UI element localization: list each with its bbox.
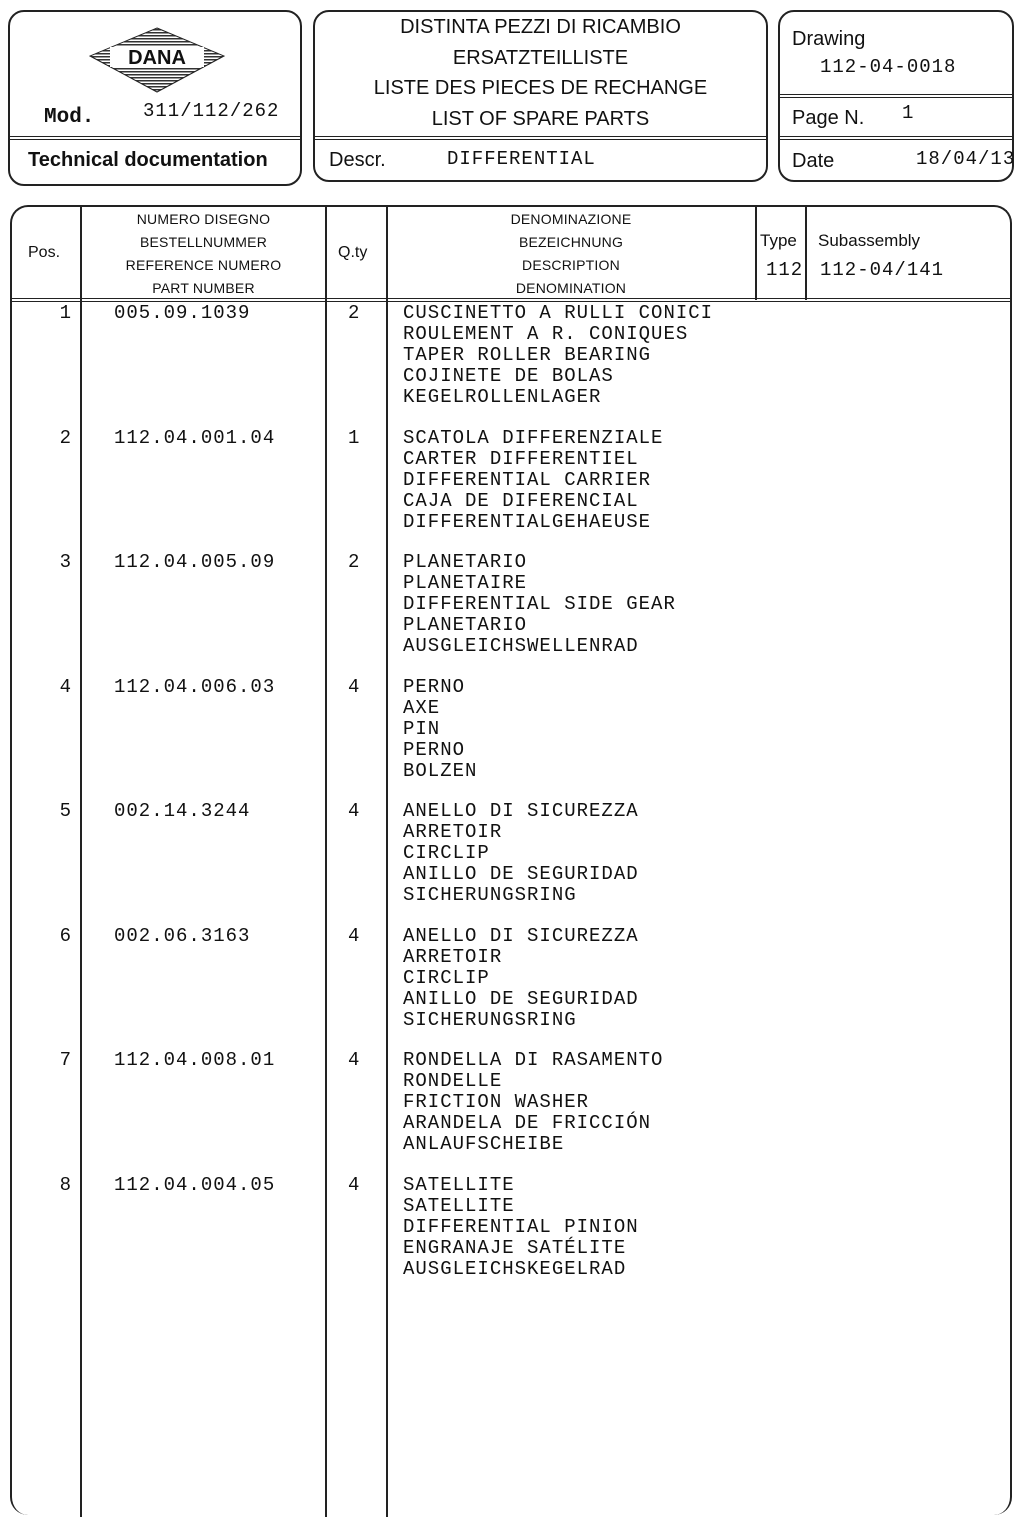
row-part-number: 002.14.3244 bbox=[114, 800, 251, 822]
table-row bbox=[12, 428, 1010, 548]
row-pos: 1 bbox=[59, 302, 72, 324]
row-pos: 5 bbox=[59, 800, 72, 822]
row-part-number: 112.04.008.01 bbox=[114, 1049, 276, 1071]
descr-label: Descr. bbox=[329, 149, 386, 171]
column-divider bbox=[805, 207, 807, 300]
type-label: Type bbox=[760, 231, 797, 250]
row-description bbox=[403, 926, 639, 1031]
description-line: RONDELLA DI RASAMENTO bbox=[403, 1049, 664, 1071]
row-part-number: 005.09.1039 bbox=[114, 302, 251, 324]
divider bbox=[315, 136, 766, 140]
description-line: ARANDELA DE FRICCIÓN bbox=[403, 1112, 652, 1134]
row-part-number: 112.04.006.03 bbox=[114, 676, 276, 698]
col-header-denom-de: BEZEICHNUNG bbox=[518, 234, 624, 250]
col-header-number bbox=[82, 208, 325, 300]
description-line: DIFFERENTIAL SIDE GEAR bbox=[403, 593, 676, 615]
row-part-number: 002.06.3163 bbox=[114, 925, 251, 947]
row-part-number: 112.04.005.09 bbox=[114, 551, 276, 573]
mod-label: Mod. bbox=[44, 106, 95, 129]
description-line: AUSGLEICHSWELLENRAD bbox=[403, 635, 639, 657]
row-qty: 1 bbox=[348, 427, 361, 449]
row-pos: 8 bbox=[59, 1174, 72, 1196]
table-row bbox=[12, 926, 1010, 1046]
row-qty: 4 bbox=[348, 676, 361, 698]
description-line: ANELLO DI SICUREZZA bbox=[403, 800, 639, 822]
subassembly-label: Subassembly bbox=[818, 231, 921, 250]
row-part-number: 112.04.004.05 bbox=[114, 1174, 276, 1196]
page-label: Page N. bbox=[792, 107, 865, 129]
table-row bbox=[12, 801, 1010, 921]
description-line: SCATOLA DIFFERENZIALE bbox=[403, 427, 664, 449]
row-description bbox=[403, 1175, 639, 1280]
description-line: FRICTION WASHER bbox=[403, 1091, 590, 1113]
description-line: ROULEMENT A R. CONIQUES bbox=[403, 323, 689, 345]
description-line: DIFFERENTIAL CARRIER bbox=[403, 469, 652, 491]
drawing-value: 112-04-0018 bbox=[820, 56, 957, 78]
description-line: ARRETOIR bbox=[403, 946, 503, 968]
technical-documentation-label: Technical documentation bbox=[28, 149, 268, 171]
col-header-denomination bbox=[388, 208, 754, 300]
descr-value: DIFFERENTIAL bbox=[447, 148, 596, 170]
divider bbox=[10, 136, 302, 140]
date-value: 18/04/13 bbox=[916, 148, 1016, 170]
header-info-box bbox=[778, 10, 1014, 182]
table-row bbox=[12, 1175, 1010, 1295]
description-line: AXE bbox=[403, 697, 441, 719]
row-pos: 4 bbox=[59, 676, 72, 698]
description-line: AUSGLEICHSKEGELRAD bbox=[403, 1258, 627, 1280]
type-value: 112 bbox=[766, 259, 804, 281]
subassembly-value: 112-04/141 bbox=[820, 259, 945, 281]
row-qty: 4 bbox=[348, 1174, 361, 1196]
row-qty: 2 bbox=[348, 302, 361, 324]
column-divider bbox=[755, 207, 757, 300]
table-row bbox=[12, 303, 1010, 423]
row-part-number: 112.04.001.04 bbox=[114, 427, 276, 449]
col-header-number-de: BESTELLNUMMER bbox=[139, 234, 268, 250]
description-line: SICHERUNGSRING bbox=[403, 884, 577, 906]
description-line: ANILLO DE SEGURIDAD bbox=[403, 863, 639, 885]
col-header-number-fr: REFERENCE NUMERO bbox=[125, 257, 282, 273]
description-line: KEGELROLLENLAGER bbox=[403, 386, 602, 408]
description-line: SATELLITE bbox=[403, 1195, 515, 1217]
col-header-denom-fr: DESCRIPTION bbox=[522, 257, 620, 273]
col-header-number-it: NUMERO DISEGNO bbox=[136, 211, 271, 227]
row-description bbox=[403, 303, 713, 408]
description-line: PLANETARIO bbox=[403, 551, 528, 573]
drawing-label: Drawing bbox=[792, 28, 866, 50]
col-header-denom-it: DENOMINAZIONE bbox=[510, 211, 632, 227]
row-pos: 3 bbox=[59, 551, 72, 573]
description-line: PLANETARIO bbox=[403, 614, 528, 636]
description-line: CARTER DIFFERENTIEL bbox=[403, 448, 639, 470]
row-qty: 4 bbox=[348, 925, 361, 947]
divider bbox=[780, 136, 1012, 140]
title-line-en: LIST OF SPARE PARTS bbox=[431, 108, 650, 130]
description-line: RONDELLE bbox=[403, 1070, 503, 1092]
title-line-fr: LISTE DES PIECES DE RECHANGE bbox=[373, 77, 708, 99]
row-pos: 2 bbox=[59, 427, 72, 449]
row-description bbox=[403, 801, 639, 906]
description-line: CAJA DE DIFERENCIAL bbox=[403, 490, 639, 512]
parts-table bbox=[10, 205, 1012, 1515]
col-header-pos: Pos. bbox=[28, 244, 61, 261]
mod-value: 311/112/262 bbox=[143, 100, 280, 122]
description-line: BOLZEN bbox=[403, 760, 478, 782]
row-qty: 4 bbox=[348, 800, 361, 822]
description-line: DIFFERENTIAL PINION bbox=[403, 1216, 639, 1238]
row-pos: 7 bbox=[59, 1049, 72, 1071]
col-header-qty: Q.ty bbox=[338, 244, 368, 261]
row-description bbox=[403, 677, 477, 782]
description-line: ANLAUFSCHEIBE bbox=[403, 1133, 565, 1155]
description-line: COJINETE DE BOLAS bbox=[403, 365, 614, 387]
logo-text: DANA bbox=[128, 47, 186, 69]
description-line: CUSCINETTO A RULLI CONICI bbox=[403, 302, 714, 324]
table-row bbox=[12, 677, 1010, 797]
title-line-de: ERSATZTEILLISTE bbox=[452, 47, 629, 69]
page-value: 1 bbox=[902, 102, 914, 124]
description-line: CIRCLIP bbox=[403, 967, 490, 989]
col-header-denom-en: DENOMINATION bbox=[515, 280, 627, 296]
description-line: ANILLO DE SEGURIDAD bbox=[403, 988, 639, 1010]
description-line: PIN bbox=[403, 718, 441, 740]
description-line: DIFFERENTIALGEHAEUSE bbox=[403, 511, 652, 533]
dana-logo-icon bbox=[88, 26, 226, 94]
divider bbox=[780, 94, 1012, 98]
description-line: ANELLO DI SICUREZZA bbox=[403, 925, 639, 947]
row-pos: 6 bbox=[59, 925, 72, 947]
row-description bbox=[403, 428, 663, 533]
description-line: SICHERUNGSRING bbox=[403, 1009, 577, 1031]
col-header-number-en: PART NUMBER bbox=[152, 280, 255, 296]
description-line: PERNO bbox=[403, 676, 466, 698]
description-line: CIRCLIP bbox=[403, 842, 490, 864]
date-label: Date bbox=[792, 150, 835, 172]
table-row bbox=[12, 1050, 1010, 1170]
row-qty: 4 bbox=[348, 1049, 361, 1071]
row-description bbox=[403, 552, 676, 657]
description-line: ARRETOIR bbox=[403, 821, 503, 843]
description-line: SATELLITE bbox=[403, 1174, 515, 1196]
title-line-it: DISTINTA PEZZI DI RICAMBIO bbox=[400, 16, 681, 38]
header-title-box bbox=[313, 10, 768, 182]
row-description bbox=[403, 1050, 663, 1155]
header-logo-box bbox=[8, 10, 302, 186]
description-line: PERNO bbox=[403, 739, 466, 761]
description-line: PLANETAIRE bbox=[403, 572, 528, 594]
description-line: TAPER ROLLER BEARING bbox=[403, 344, 652, 366]
table-row bbox=[12, 552, 1010, 672]
row-qty: 2 bbox=[348, 551, 361, 573]
description-line: ENGRANAJE SATÉLITE bbox=[403, 1237, 627, 1259]
